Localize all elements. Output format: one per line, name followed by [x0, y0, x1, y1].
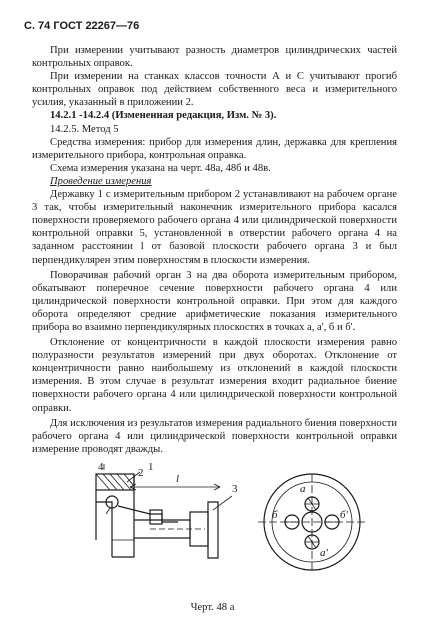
section-heading: 14.2.5. Метод 5 — [50, 123, 119, 135]
label-2: 2 — [138, 467, 144, 479]
paragraph: Схема измерения указана на черт. 48а, 48б и 48в. — [50, 162, 271, 174]
paragraph-bold: 14.2.1 -14.2.4 (Измененная редакция, Изм. № 3). — [50, 110, 277, 122]
label-4: 4 — [98, 462, 104, 473]
paragraph: При измерении учитывают разность диаметров цилиндрических частей контрольных оправок. — [32, 45, 397, 70]
technical-drawing — [0, 462, 425, 602]
figure-caption: Черт. 48 а — [190, 602, 235, 613]
paragraph: Для исключения из результатов измерения радиального биения поверхности рабочего органа 4 или цилиндрической поверхности контрольной оправки измерение проводят дважды. — [32, 417, 397, 455]
label-b-prime: б' — [340, 509, 348, 521]
paragraph: Отклонение от концентричности в каждой плоскости измерения равно полуразности результатов измерений при двух оборотах. Отклонение от концентричности равно наибольшему из отклонений в каждой плоскости измерения. В этом случае в результат измерения входит радиальное биение поверхности рабочего органа 4 или цилиндрической поверхности контрольной оправки. — [32, 337, 397, 414]
label-a: a — [300, 483, 306, 495]
label-a-prime: a' — [320, 547, 328, 559]
paragraph: Державку 1 с измерительным прибором 2 устанавливают на рабочем органе 3 так, чтобы измерительный наконечник измерительного прибора касался поверхности проверяемого рабочего органа 4 или цилиндрической поверхности контрольной оправки 5, установленной в отверстии рабочего органа 4 на заданном расстоянии l от базовой плоскости рабочего органа 3 и был перпендикулярен этим поверхностям в плоскости измерения. — [32, 189, 397, 266]
body-text — [32, 44, 397, 456]
paragraph: При измерении на станках классов точности А и С учитывают прогиб контрольных оправок под действием собственного веса и измерительного усилия, указанный в приложении 2. — [32, 71, 397, 109]
label-b: б — [272, 509, 278, 521]
label-1: 1 — [148, 462, 154, 473]
label-l: l — [176, 473, 180, 485]
label-3: 3 — [232, 483, 238, 495]
paragraph: Средства измерения: прибор для измерения длин, державка для крепления измерительного прибора, контрольная оправка. — [32, 136, 397, 161]
subheading: Проведение измерения — [50, 175, 152, 187]
page-header: С. 74 ГОСТ 22267—76 — [24, 20, 140, 32]
paragraph: Поворачивая рабочий орган 3 на два оборота измерительным прибором, обкатывают поперечное сечение поверхности рабочего органа 4 или цилиндрической поверхности контрольной оправки. При этом для каждого оборота определяют средние арифметические показания измерительного прибора во взаимно перпендикулярных плоскостях в точках а, а', б и б'. — [32, 269, 397, 333]
